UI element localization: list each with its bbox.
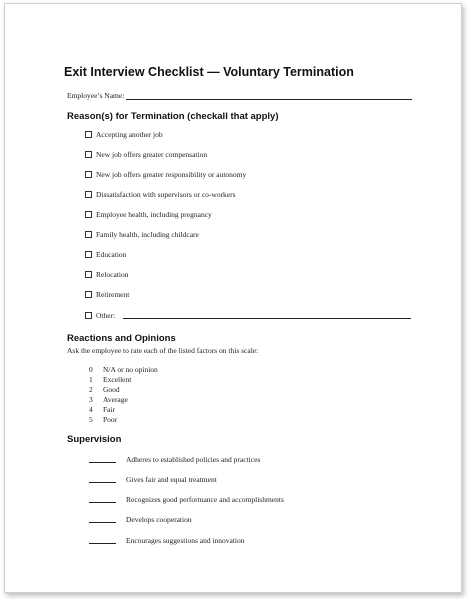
reason-label: New job offers greater responsibility or autonomy — [96, 170, 247, 179]
rating-blank[interactable] — [89, 502, 116, 503]
supervision-label: Adheres to established policies and practices — [126, 455, 261, 464]
checkbox[interactable] — [85, 211, 92, 218]
document-page — [4, 3, 462, 593]
reason-label: Employee health, including pregnancy — [96, 210, 212, 219]
scale-label: Average — [103, 395, 128, 404]
supervision-label: Encourages suggestions and innovation — [126, 536, 245, 545]
reason-label: Relocation — [96, 270, 129, 279]
checkbox[interactable] — [85, 151, 92, 158]
checkbox[interactable] — [85, 191, 92, 198]
reactions-heading: Reactions and Opinions — [67, 333, 176, 344]
scale-value: 1 — [89, 375, 93, 384]
supervision-label: Recognizes good performance and accomplishments — [126, 495, 284, 504]
checkbox[interactable] — [85, 251, 92, 258]
reason-label: Accepting another job — [96, 130, 163, 139]
reason-label: Education — [96, 250, 127, 259]
scale-value: 5 — [89, 415, 93, 424]
reason-label: New job offers greater compensation — [96, 150, 208, 159]
rating-blank[interactable] — [89, 522, 116, 523]
scale-value: 3 — [89, 395, 93, 404]
rating-instruction: Ask the employee to rate each of the listed factors on this scale: — [67, 346, 259, 355]
scale-label: Poor — [103, 415, 118, 424]
rating-blank[interactable] — [89, 543, 116, 544]
scale-label: N/A or no opinion — [103, 365, 158, 374]
reasons-heading: Reason(s) for Termination (checkall that apply) — [67, 111, 279, 122]
rating-blank[interactable] — [89, 482, 116, 483]
scale-value: 4 — [89, 405, 93, 414]
employee-name-row — [67, 91, 412, 103]
other-reason-field[interactable] — [123, 318, 411, 319]
supervision-label: Develops cooperation — [126, 515, 192, 524]
employee-name-field[interactable] — [126, 99, 412, 100]
employee-name-label: Employee’s Name: — [67, 91, 125, 100]
document-title: Exit Interview Checklist — Voluntary Termination — [64, 65, 354, 79]
scale-value: 2 — [89, 385, 93, 394]
checkbox[interactable] — [85, 131, 92, 138]
reason-label: Other: — [96, 311, 116, 320]
scale-label: Excellent — [103, 375, 132, 384]
reason-label: Family health, including childcare — [96, 230, 199, 239]
checkbox[interactable] — [85, 171, 92, 178]
supervision-label: Gives fair and equal treatment — [126, 475, 217, 484]
scale-label: Fair — [103, 405, 116, 414]
supervision-heading: Supervision — [67, 434, 122, 445]
scale-value: 0 — [89, 365, 93, 374]
reason-label: Retirement — [96, 290, 130, 299]
rating-blank[interactable] — [89, 462, 116, 463]
checkbox[interactable] — [85, 312, 92, 319]
reason-label: Dissatisfaction with supervisors or co-workers — [96, 190, 236, 199]
scale-label: Good — [103, 385, 120, 394]
checkbox[interactable] — [85, 231, 92, 238]
checkbox[interactable] — [85, 271, 92, 278]
checkbox[interactable] — [85, 291, 92, 298]
